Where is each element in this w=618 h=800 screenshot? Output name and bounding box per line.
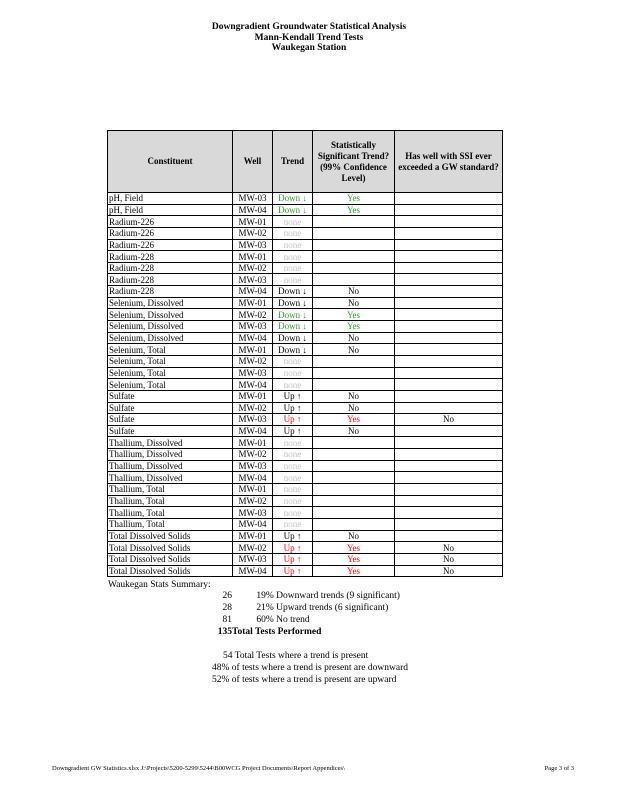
ssi-cell: No — [395, 565, 503, 577]
significant-cell — [313, 460, 395, 472]
summary-total-count: 135 — [217, 627, 232, 637]
header-trend: Trend — [273, 131, 313, 193]
constituent-cell: Radium-228 — [108, 262, 233, 274]
trend-cell: Down ↓ — [273, 321, 313, 333]
well-cell: MW-03 — [233, 239, 273, 251]
table-row — [108, 262, 503, 274]
well-cell: MW-04 — [233, 565, 273, 577]
well-cell: MW-03 — [233, 460, 273, 472]
significant-cell — [313, 484, 395, 496]
significant-cell — [313, 379, 395, 391]
well-cell: MW-02 — [233, 402, 273, 414]
trend-cell: none — [273, 472, 313, 484]
significant-cell — [313, 262, 395, 274]
constituent-cell: Selenium, Total — [108, 379, 233, 391]
station-name: Waukegan Station — [271, 43, 347, 53]
well-cell: MW-03 — [233, 274, 273, 286]
summary-none-count: 81 — [222, 615, 232, 625]
constituent-cell: Thallium, Dissolved — [108, 437, 233, 449]
significant-cell — [313, 507, 395, 519]
trend-cell: none — [273, 507, 313, 519]
ssi-cell — [395, 449, 503, 461]
well-cell: MW-01 — [233, 437, 273, 449]
table-row — [108, 367, 503, 379]
summary-none-text: 60% No trend — [256, 615, 310, 625]
constituent-cell: Selenium, Dissolved — [108, 297, 233, 309]
well-cell: MW-01 — [233, 530, 273, 542]
table-row — [108, 239, 503, 251]
constituent-cell: Radium-228 — [108, 274, 233, 286]
significant-cell — [313, 495, 395, 507]
significant-cell: Yes — [313, 309, 395, 321]
ssi-cell — [395, 286, 503, 298]
ssi-cell — [395, 355, 503, 367]
trend-cell: Up ↑ — [273, 390, 313, 402]
trend-table — [107, 130, 503, 577]
ssi-cell — [395, 507, 503, 519]
significant-cell: Yes — [313, 193, 395, 205]
table-row — [108, 460, 503, 472]
significant-cell: Yes — [313, 553, 395, 565]
summary-down-row — [215, 591, 400, 601]
table-row — [108, 286, 503, 298]
well-cell: MW-02 — [233, 542, 273, 554]
constituent-cell: Sulfate — [108, 402, 233, 414]
ssi-cell — [395, 460, 503, 472]
trend-cell: none — [273, 355, 313, 367]
trend-cell: Down ↓ — [273, 332, 313, 344]
table-row — [108, 344, 503, 356]
well-cell: MW-01 — [233, 484, 273, 496]
table-row — [108, 297, 503, 309]
well-cell: MW-03 — [233, 193, 273, 205]
significant-cell — [313, 518, 395, 530]
well-cell: MW-01 — [233, 251, 273, 263]
table-row — [108, 518, 503, 530]
summary-down-text: 19% Downward trends (9 significant) — [256, 591, 400, 601]
constituent-cell: Total Dissolved Solids — [108, 565, 233, 577]
table-row — [108, 390, 503, 402]
constituent-cell: Selenium, Total — [108, 355, 233, 367]
trend-cell: Down ↓ — [273, 193, 313, 205]
ssi-cell — [395, 530, 503, 542]
constituent-cell: Total Dissolved Solids — [108, 553, 233, 565]
trend-cell: Up ↑ — [273, 565, 313, 577]
trend-cell: none — [273, 274, 313, 286]
table-row — [108, 204, 503, 216]
constituent-cell: Total Dissolved Solids — [108, 542, 233, 554]
table-row — [108, 530, 503, 542]
well-cell: MW-04 — [233, 286, 273, 298]
header-ssi-exceeded: Has well with SSI ever exceeded a GW standard? — [395, 131, 503, 193]
summary-down-count: 26 — [222, 591, 232, 601]
significant-cell — [313, 472, 395, 484]
table-row — [108, 425, 503, 437]
table-row — [108, 507, 503, 519]
header-significant-trend: Statistically Significant Trend? (99% Confidence Level) — [313, 131, 395, 193]
table-row — [108, 484, 503, 496]
table-row — [108, 227, 503, 239]
ssi-cell — [395, 402, 503, 414]
constituent-cell: Thallium, Dissolved — [108, 449, 233, 461]
constituent-cell: Thallium, Total — [108, 518, 233, 530]
significant-cell — [313, 449, 395, 461]
constituent-cell: Total Dissolved Solids — [108, 530, 233, 542]
ssi-cell — [395, 379, 503, 391]
report-subtitle: Mann-Kendall Trend Tests — [254, 32, 364, 43]
well-cell: MW-03 — [233, 553, 273, 565]
ssi-cell — [395, 495, 503, 507]
constituent-cell: Thallium, Total — [108, 507, 233, 519]
ssi-cell — [395, 204, 503, 216]
ssi-cell — [395, 425, 503, 437]
well-cell: MW-02 — [233, 449, 273, 461]
trend-cell: Down ↓ — [273, 309, 313, 321]
significant-cell — [313, 355, 395, 367]
trend-cell: Up ↑ — [273, 425, 313, 437]
trend-cell: none — [273, 367, 313, 379]
ssi-cell: No — [395, 542, 503, 554]
constituent-cell: Radium-226 — [108, 227, 233, 239]
footer-page-number: Page 3 of 3 — [544, 765, 574, 772]
constituent-cell: Selenium, Dissolved — [108, 332, 233, 344]
table-row — [108, 414, 503, 426]
well-cell: MW-04 — [233, 204, 273, 216]
well-cell: MW-04 — [233, 379, 273, 391]
table-row — [108, 355, 503, 367]
ssi-cell — [395, 216, 503, 228]
constituent-cell: pH, Field — [108, 193, 233, 205]
summary-down-pct-line: 48% of tests where a trend is present are downward — [212, 663, 409, 673]
significant-cell — [313, 367, 395, 379]
well-cell: MW-04 — [233, 518, 273, 530]
table-row — [108, 274, 503, 286]
ssi-cell: No — [395, 553, 503, 565]
table-row — [108, 321, 503, 333]
significant-cell — [313, 251, 395, 263]
summary-up-row — [215, 603, 388, 613]
ssi-cell — [395, 321, 503, 333]
significant-cell — [313, 227, 395, 239]
table-row — [108, 309, 503, 321]
summary-up-count: 28 — [222, 603, 232, 613]
trend-cell: none — [273, 449, 313, 461]
trend-cell: Down ↓ — [273, 297, 313, 309]
well-cell: MW-03 — [233, 321, 273, 333]
constituent-cell: pH, Field — [108, 204, 233, 216]
ssi-cell — [395, 239, 503, 251]
well-cell: MW-02 — [233, 227, 273, 239]
ssi-cell — [395, 227, 503, 239]
trend-cell: none — [273, 460, 313, 472]
trend-cell: none — [273, 262, 313, 274]
table-row — [108, 216, 503, 228]
trend-cell: none — [273, 495, 313, 507]
trend-cell: none — [273, 437, 313, 449]
well-cell: MW-01 — [233, 390, 273, 402]
significant-cell: No — [313, 425, 395, 437]
table-row — [108, 472, 503, 484]
trend-cell: Up ↑ — [273, 542, 313, 554]
significant-cell — [313, 216, 395, 228]
table-row — [108, 437, 503, 449]
footer-file-path: Downgradient GW Statistics.xlsx J:\Projects\5200-5299\5244\B00WCG Project Documents\Report Appendices\ — [52, 765, 345, 772]
ssi-cell: No — [395, 414, 503, 426]
ssi-cell — [395, 332, 503, 344]
table-row — [108, 193, 503, 205]
ssi-cell — [395, 251, 503, 263]
table-row — [108, 251, 503, 263]
significant-cell: No — [313, 344, 395, 356]
table-row — [108, 542, 503, 554]
summary-none-row — [215, 615, 310, 625]
trend-cell: Down ↓ — [273, 286, 313, 298]
significant-cell: No — [313, 297, 395, 309]
summary-total-text: Total Tests Performed — [232, 627, 322, 637]
summary-up-pct-line: 52% of tests where a trend is present are upward — [212, 675, 397, 685]
header-constituent: Constituent — [108, 131, 233, 193]
constituent-cell: Sulfate — [108, 414, 233, 426]
well-cell: MW-03 — [233, 507, 273, 519]
constituent-cell: Selenium, Dissolved — [108, 321, 233, 333]
significant-cell: No — [313, 402, 395, 414]
table-row — [108, 379, 503, 391]
trend-cell: none — [273, 239, 313, 251]
trend-cell: Up ↑ — [273, 530, 313, 542]
significant-cell: Yes — [313, 321, 395, 333]
significant-cell: Yes — [313, 565, 395, 577]
report-header — [0, 22, 618, 54]
ssi-cell — [395, 274, 503, 286]
well-cell: MW-03 — [233, 414, 273, 426]
significant-cell: Yes — [313, 542, 395, 554]
constituent-cell: Radium-228 — [108, 251, 233, 263]
significant-cell: Yes — [313, 414, 395, 426]
constituent-cell: Thallium, Dissolved — [108, 472, 233, 484]
summary-label: Waukegan Stats Summary: — [108, 580, 211, 590]
table-row — [108, 565, 503, 577]
ssi-cell — [395, 193, 503, 205]
well-cell: MW-01 — [233, 344, 273, 356]
significant-cell: No — [313, 286, 395, 298]
ssi-cell — [395, 367, 503, 379]
well-cell: MW-02 — [233, 355, 273, 367]
report-title: Downgradient Groundwater Statistical Analysis — [211, 22, 407, 32]
ssi-cell — [395, 390, 503, 402]
significant-cell: No — [313, 332, 395, 344]
significant-cell — [313, 239, 395, 251]
ssi-cell — [395, 518, 503, 530]
constituent-cell: Radium-226 — [108, 239, 233, 251]
table-row — [108, 495, 503, 507]
constituent-cell: Sulfate — [108, 390, 233, 402]
ssi-cell — [395, 484, 503, 496]
trend-cell: none — [273, 484, 313, 496]
well-cell: MW-01 — [233, 216, 273, 228]
ssi-cell — [395, 472, 503, 484]
constituent-cell: Radium-226 — [108, 216, 233, 228]
well-cell: MW-02 — [233, 262, 273, 274]
well-cell: MW-04 — [233, 332, 273, 344]
trend-cell: none — [273, 216, 313, 228]
trend-cell: Up ↑ — [273, 402, 313, 414]
table-body — [108, 193, 503, 577]
trend-cell: Up ↑ — [273, 414, 313, 426]
constituent-cell: Thallium, Dissolved — [108, 460, 233, 472]
constituent-cell: Selenium, Dissolved — [108, 309, 233, 321]
trend-cell: none — [273, 227, 313, 239]
ssi-cell — [395, 437, 503, 449]
constituent-cell: Sulfate — [108, 425, 233, 437]
well-cell: MW-02 — [233, 495, 273, 507]
summary-present-line: 54 Total Tests where a trend is present — [223, 651, 369, 661]
summary-up-text: 21% Upward trends (6 significant) — [256, 603, 389, 613]
trend-cell: Down ↓ — [273, 204, 313, 216]
ssi-cell — [395, 344, 503, 356]
table-row — [108, 553, 503, 565]
constituent-cell: Thallium, Total — [108, 495, 233, 507]
table-row — [108, 332, 503, 344]
header-well: Well — [233, 131, 273, 193]
significant-cell — [313, 274, 395, 286]
constituent-cell: Thallium, Total — [108, 484, 233, 496]
table-row — [108, 449, 503, 461]
trend-cell: none — [273, 251, 313, 263]
table-header-row — [108, 131, 503, 193]
significant-cell: No — [313, 530, 395, 542]
significant-cell: Yes — [313, 204, 395, 216]
trend-cell: Up ↑ — [273, 553, 313, 565]
well-cell: MW-04 — [233, 425, 273, 437]
ssi-cell — [395, 262, 503, 274]
well-cell: MW-01 — [233, 297, 273, 309]
constituent-cell: Selenium, Total — [108, 344, 233, 356]
trend-cell: none — [273, 379, 313, 391]
table-row — [108, 402, 503, 414]
significant-cell: No — [313, 390, 395, 402]
constituent-cell: Radium-228 — [108, 286, 233, 298]
ssi-cell — [395, 309, 503, 321]
trend-cell: none — [273, 518, 313, 530]
significant-cell — [313, 437, 395, 449]
well-cell: MW-03 — [233, 367, 273, 379]
constituent-cell: Selenium, Total — [108, 367, 233, 379]
well-cell: MW-04 — [233, 472, 273, 484]
summary-total-row — [215, 627, 321, 637]
trend-cell: Down ↓ — [273, 344, 313, 356]
ssi-cell — [395, 297, 503, 309]
well-cell: MW-02 — [233, 309, 273, 321]
